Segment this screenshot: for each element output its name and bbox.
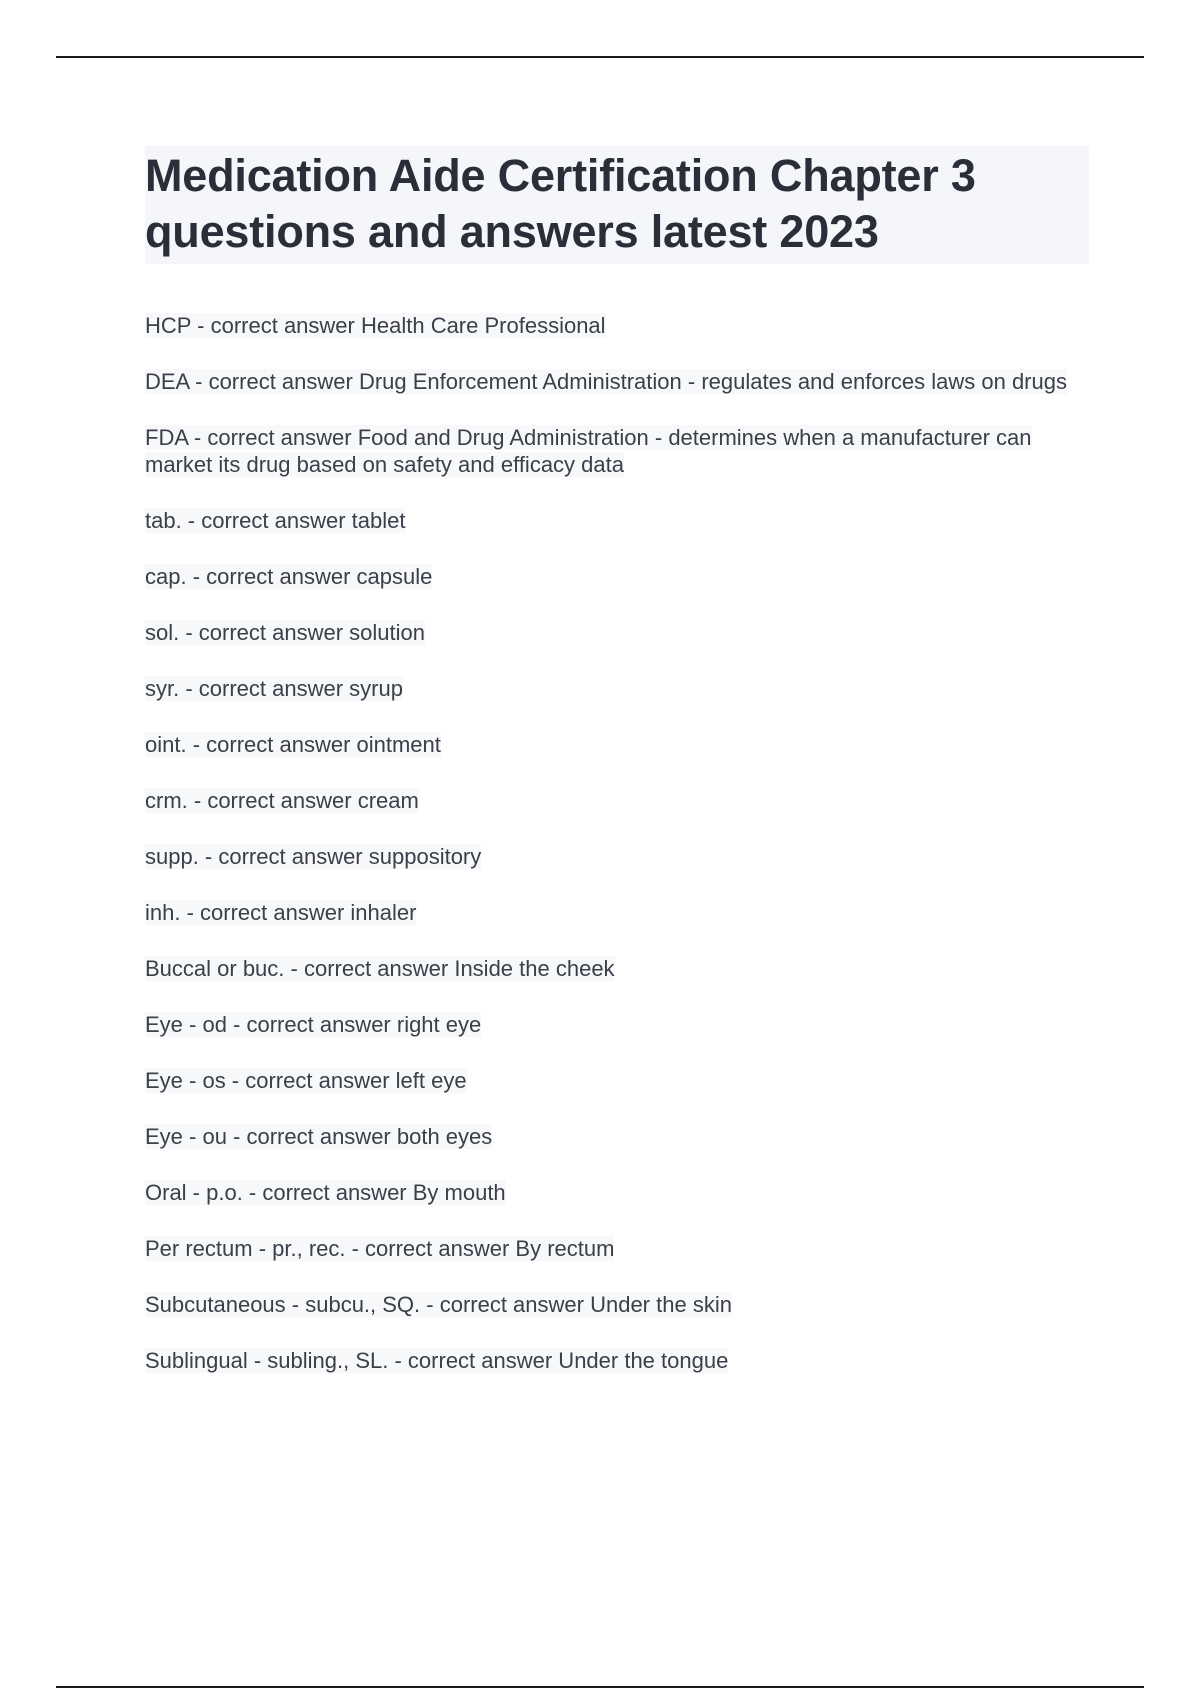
qa-item (145, 731, 1089, 758)
qa-item-text: cap. - correct answer capsule (145, 564, 433, 589)
qa-item (145, 1291, 1089, 1318)
qa-item (145, 1235, 1089, 1262)
qa-item-text: DEA - correct answer Drug Enforcement Administration - regulates and enforces laws on drugs (145, 369, 1067, 394)
qa-item-text: oint. - correct answer ointment (145, 732, 441, 757)
qa-item (145, 1011, 1089, 1038)
qa-list (145, 312, 1089, 1403)
top-divider (56, 56, 1144, 58)
qa-item (145, 312, 1089, 339)
qa-item (145, 507, 1089, 534)
qa-item (145, 675, 1089, 702)
qa-item-text: syr. - correct answer syrup (145, 676, 403, 701)
qa-item (145, 424, 1089, 478)
qa-item (145, 899, 1089, 926)
qa-item-text: tab. - correct answer tablet (145, 508, 406, 533)
qa-item (145, 619, 1089, 646)
qa-item-text: inh. - correct answer inhaler (145, 900, 417, 925)
qa-item (145, 1347, 1089, 1374)
qa-item-text: supp. - correct answer suppository (145, 844, 482, 869)
qa-item (145, 955, 1089, 982)
qa-item-text: Sublingual - subling., SL. - correct answer Under the tongue (145, 1348, 729, 1373)
qa-item (145, 1067, 1089, 1094)
qa-item (145, 787, 1089, 814)
qa-item-text: FDA - correct answer Food and Drug Administration - determines when a manufacturer can market its drug based on safety and efficacy data (145, 425, 1032, 477)
qa-item-text: HCP - correct answer Health Care Professional (145, 313, 606, 338)
qa-item-text: Eye - ou - correct answer both eyes (145, 1124, 493, 1149)
qa-item-text: crm. - correct answer cream (145, 788, 419, 813)
qa-item-text: Subcutaneous - subcu., SQ. - correct answer Under the skin (145, 1292, 732, 1317)
qa-item-text: Buccal or buc. - correct answer Inside the cheek (145, 956, 615, 981)
qa-item (145, 1123, 1089, 1150)
qa-item (145, 1179, 1089, 1206)
qa-item (145, 368, 1089, 395)
qa-item-text: Oral - p.o. - correct answer By mouth (145, 1180, 506, 1205)
qa-item-text: Eye - od - correct answer right eye (145, 1012, 482, 1037)
qa-item-text: Per rectum - pr., rec. - correct answer By rectum (145, 1236, 615, 1261)
title-block (145, 146, 1089, 264)
qa-item (145, 563, 1089, 590)
qa-item (145, 843, 1089, 870)
bottom-divider (56, 1686, 1144, 1688)
document-title: Medication Aide Certification Chapter 3 questions and answers latest 2023 (145, 150, 976, 257)
qa-item-text: Eye - os - correct answer left eye (145, 1068, 467, 1093)
qa-item-text: sol. - correct answer solution (145, 620, 425, 645)
